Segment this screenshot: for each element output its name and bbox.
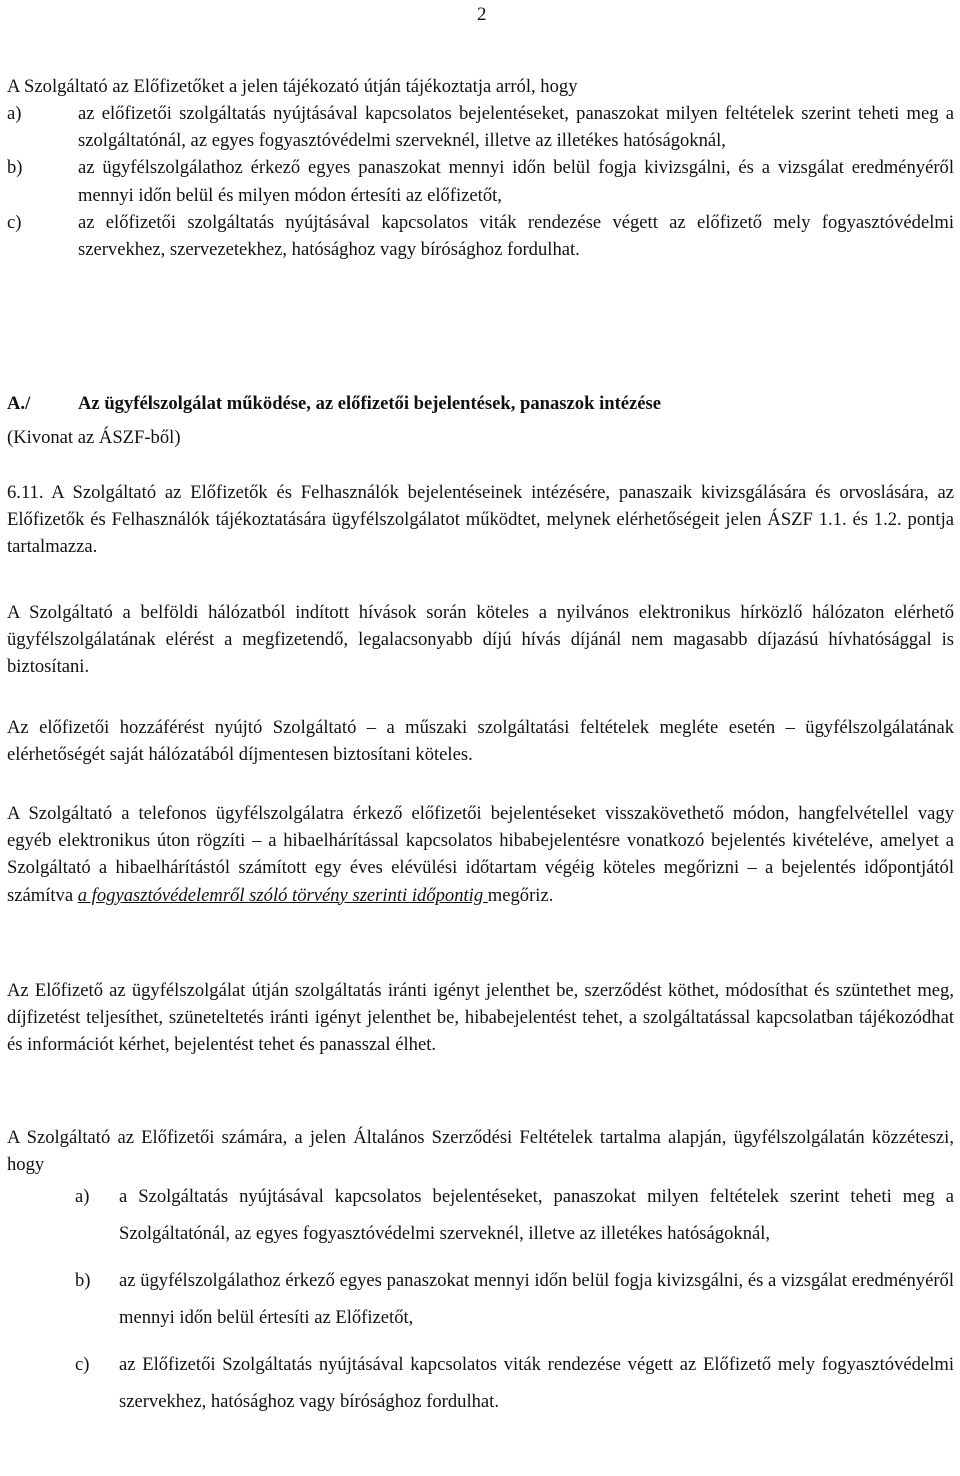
list-item-text: a Szolgáltatás nyújtásával kapcsolatos bejelentéseket, panaszokat milyen feltételek szerint teheti meg a Szolgáltatónál, az egyes fogyasztóvédelmi szerveknél, illetve az illetékes hatóságoknál, [119,1186,954,1244]
paragraph-6-11: 6.11. A Szolgáltató az Előfizetők és Felhasználók bejelentéseinek intézésére, panaszaik kivizsgálására és orvoslására, az Előfizetők és Felhasználók tájékoztatására ügyfélszolgálatot működtet, melynek elérhetőségeit jelen ÁSZF 1.1. és 1.2. pontja tartalmazza. [7,482,954,558]
paragraph-text: A Szolgáltató a telefonos ügyfélszolgálatra érkező előfizetői bejelentéseket visszakövethető módon, hangfelvétellel vagy egyéb elektronikus úton rögzíti – a hibaelhárítással kapcsolatos hibabejelentésre vonatkozó bejelentés kivételéve, amelyet a Szolgáltató a hibaelhárítástól számított egy éves elévülési időtartam végéig köteles megőrizni – a bejelentés időpontjától számítva [7,803,954,906]
list-item [7,209,954,263]
info-list-2 [7,1178,954,1420]
list-item [7,1262,954,1336]
list-marker: b) [75,1270,91,1291]
paragraph-ugyfelszolgalat: Az Előfizető az ügyfélszolgálat útján szolgáltatás iránti igényt jelenthet be, szerződést köthet, módosíthat és szüntethet meg, díjfizetést teljesíthet, szüneteltetés iránti igényt jelenthet be, hibabejelentést tehet, a szolgáltatással kapcsolatban tájékozódhat és információt kérhet, bejelentést tehet és panasszal élhet. [7,980,954,1056]
list-marker: c) [75,1354,90,1375]
list-item-text: az előfizetői szolgáltatás nyújtásával kapcsolatos viták rendezése végett az előfizető mely fogyasztóvédelmi szervekhez, szervezetekhez, hatósághoz vagy bírósághoz fordulhat. [78,211,954,261]
list-item [7,100,954,154]
list-item-text: az ügyfélszolgálathoz érkező egyes panaszokat mennyi időn belül fogja kivizsgálni, és a vizsgálat eredményéről mennyi időn belül és milyen módon értesíti az előfizetőt, [78,157,954,206]
section-marker: A./ [7,393,31,414]
info-list-1 [7,100,954,263]
paragraph-hivhatosag: A Szolgáltató a belföldi hálózatból indított hívások során köteles a nyilvános elektronikus hírközlő hálózaton elérhető ügyfélszolgálatának elérést a megfizetendő, legalacsonyabb díjú hívás díjánál nem magasabb díjazású hívhatósággal is biztosítani. [7,602,954,678]
paragraph-text: megőriz. [487,884,554,906]
page-number: 2 [477,4,487,25]
paragraph-kozzeteszi: A Szolgáltató az Előfizetői számára, a jelen Általános Szerződési Feltételek tartalma alapján, ügyfélszolgálatán közzéteszi, hogy [7,1127,954,1176]
section-subtitle: (Kivonat az ÁSZF-ből) [7,427,181,448]
list-item [7,1346,954,1420]
list-marker: a) [75,1186,90,1207]
list-item [7,1178,954,1252]
list-item-text: az ügyfélszolgálathoz érkező egyes panaszokat mennyi időn belül fogja kivizsgálni, és a vizsgálat eredményéről mennyi időn belül értesíti az Előfizetőt, [119,1270,954,1328]
law-reference-link[interactable]: a fogyasztóvédelemről szóló törvény szerinti időpontig [77,884,488,906]
paragraph-dijmentes: Az előfizetői hozzáférést nyújtó Szolgáltató – a műszaki szolgáltatási feltételek megléte esetén – ügyfélszolgálatának elérhetőségét saját hálózatából díjmentesen biztosítani köteles. [7,717,954,766]
section-heading [7,390,954,417]
list-marker: b) [7,157,23,179]
list-item-text: az Előfizetői Szolgáltatás nyújtásával kapcsolatos viták rendezése végett az Előfizető mely fogyasztóvédelmi szervekhez, hatósághoz vagy bírósághoz fordulhat. [119,1354,954,1412]
intro-text: A Szolgáltató az Előfizetőket a jelen tájékozató útján tájékoztatja arról, hogy [7,76,578,97]
list-marker: c) [7,211,22,233]
list-marker: a) [7,103,22,124]
section-title: Az ügyfélszolgálat működése, az előfizetői bejelentések, panaszok intézése [78,393,662,414]
list-item-text: az előfizetői szolgáltatás nyújtásával kapcsolatos bejelentéseket, panaszokat milyen feltételek szerint teheti meg a szolgáltatónál, az egyes fogyasztóvédelmi szerveknél, illetve az illetékes hatóságoknál, [78,103,954,152]
paragraph-hangfelvetel [7,800,954,909]
list-item [7,154,954,208]
